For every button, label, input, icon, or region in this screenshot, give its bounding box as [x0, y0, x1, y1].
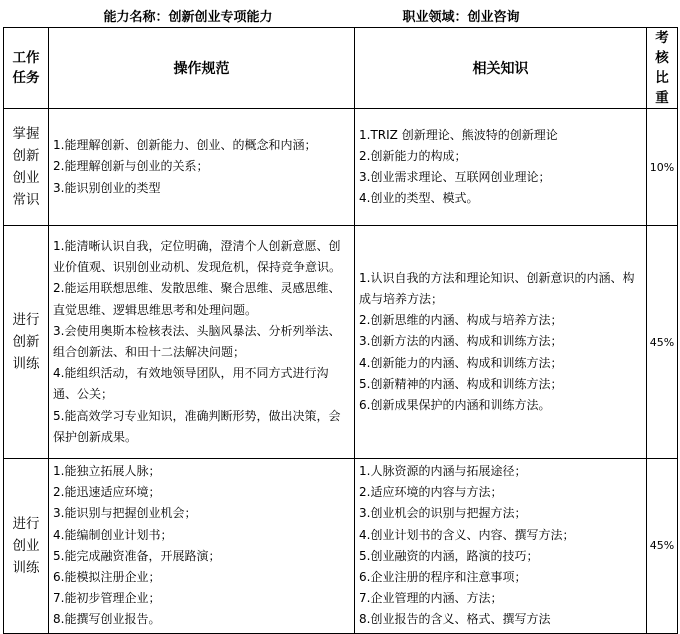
ability-name: 能力名称：创新创业专项能力 [4, 3, 355, 28]
col-header-norms: 操作规范 [49, 28, 355, 109]
title-row [4, 3, 678, 28]
list-item: 6.企业注册的程序和注意事项； [359, 570, 527, 585]
list-item: 1.人脉资源的内涵与拓展途径； [359, 464, 527, 478]
list-item: 6.创新成果保护的内涵和训练方法。 [359, 398, 551, 412]
list-item: 7.能初步管理企业； [53, 591, 161, 606]
list-item: 6.能模拟注册企业； [53, 570, 161, 585]
list-item: 4.创业的类型、模式。 [359, 191, 479, 206]
norms-cell [49, 109, 355, 226]
task-cell: 进行创业训练 [4, 459, 49, 634]
table-row [4, 109, 678, 226]
list-item: 5.能完成融资准备，开展路演； [53, 548, 221, 563]
list-item: 2.适应环境的内容与方法； [359, 485, 503, 500]
col-header-knowledge: 相关知识 [355, 28, 647, 109]
norms-cell [49, 226, 355, 459]
list-item: 2.能迅速适应环境； [53, 485, 161, 500]
list-item: 3.能识别与把握创业机会； [53, 506, 197, 521]
list-item: 3.创业需求理论、互联网创业理论； [359, 170, 551, 184]
list-item: 2.能运用联想思维、发散思维、聚合思维、灵感思维、直觉思维、逻辑思维思考和处理问题。 [53, 281, 341, 317]
list-item: 4.能组织活动，有效地领导团队，用不同方式进行沟通、公关； [53, 366, 329, 402]
list-item: 5.创新精神的内涵、构成和训练方法； [359, 376, 563, 391]
weight-cell: 45% [647, 226, 678, 459]
task-cell: 掌握创新创业常识 [4, 109, 49, 226]
list-item: 3.能识别创业的类型 [53, 180, 161, 195]
list-item: 1.能理解创新、创新能力、创业、的概念和内涵； [53, 138, 317, 153]
knowledge-cell [355, 459, 647, 634]
column-header-row [4, 28, 678, 109]
list-item: 1.认识自我的方法和理论知识、创新意识的内涵、构成与培养方法； [359, 270, 635, 306]
list-item: 3.创业机会的识别与把握方法； [359, 506, 527, 521]
list-item: 4.能编制创业计划书； [53, 527, 173, 542]
competency-table [3, 3, 678, 634]
list-item: 3.创新方法的内涵、构成和训练方法； [359, 334, 563, 349]
task-cell: 进行创新训练 [4, 226, 49, 459]
col-header-weight: 考核比重 [647, 28, 678, 109]
list-item: 5.能高效学习专业知识，准确判断形势，做出决策，会保护创新成果。 [53, 408, 341, 444]
col-header-task: 工作任务 [4, 28, 49, 109]
knowledge-cell [355, 109, 647, 226]
list-item: 4.创新能力的内涵、构成和训练方法； [359, 355, 563, 370]
list-item: 4.创业计划书的含义、内容、撰写方法； [359, 527, 575, 542]
knowledge-cell [355, 226, 647, 459]
list-item: 8.创业报告的含义、格式、撰写方法 [359, 612, 551, 627]
weight-cell: 45% [647, 459, 678, 634]
list-item: 1.TRIZ 创新理论、熊波特的创新理论 [359, 127, 558, 142]
list-item: 2.能理解创新与创业的关系； [53, 159, 209, 174]
list-item: 1.能独立拓展人脉； [53, 464, 161, 478]
list-item: 3.会使用奥斯本检核表法、头脑风暴法、分析列举法、组合创新法、和田十二法解决问题； [53, 323, 341, 359]
list-item: 8.能撰写创业报告。 [53, 612, 161, 627]
table-row [4, 226, 678, 459]
list-item: 2.创新能力的构成； [359, 148, 467, 163]
list-item: 1.能清晰认识自我，定位明确，澄清个人创新意愿、创业价值观、识别创业动机、发现危机，保持竞争意识。 [53, 238, 342, 275]
table-row [4, 459, 678, 634]
norms-cell [49, 459, 355, 634]
weight-cell: 10% [647, 109, 678, 226]
list-item: 5.创业融资的内涵，路演的技巧； [359, 548, 539, 563]
list-item: 2.创新思维的内涵、构成与培养方法； [359, 313, 563, 328]
list-item: 7.企业管理的内涵、方法； [359, 591, 503, 606]
field-name: 职业领域：创业咨询 [355, 3, 678, 28]
